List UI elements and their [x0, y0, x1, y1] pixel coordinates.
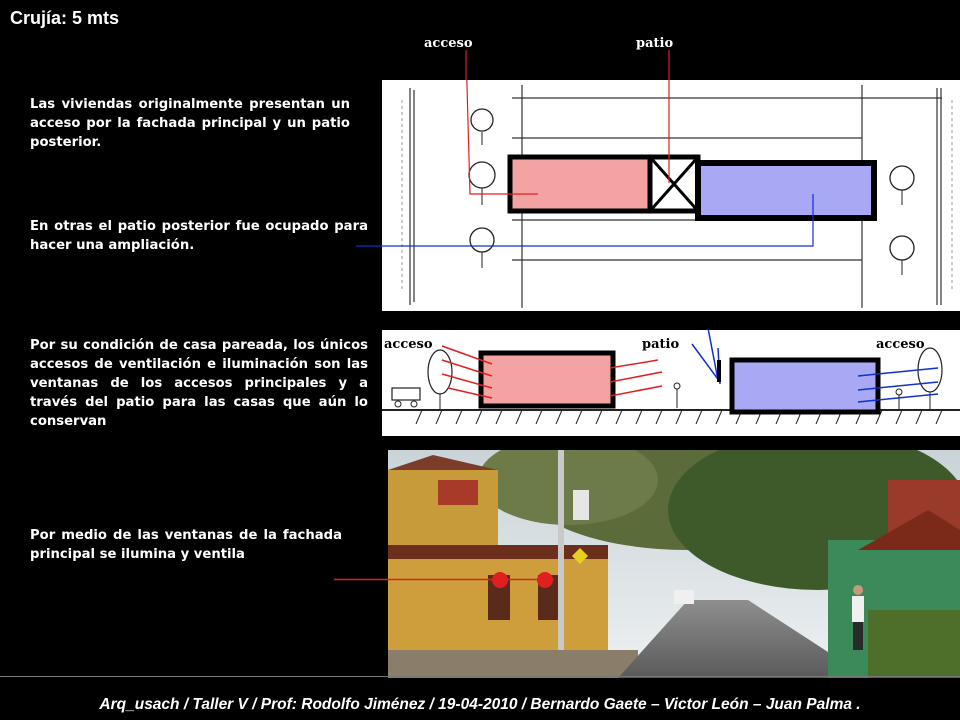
pointer-line-facade: [334, 570, 564, 590]
label-patio-top: patio: [636, 36, 674, 51]
pointer-lines-top: [0, 50, 960, 80]
paragraph-original-housing: Las viviendas originalmente presentan un acceso por la fachada principal y un patio posterior.: [30, 97, 350, 150]
paragraph-extension: En otras el patio posterior fue ocupado para hacer una ampliación.: [30, 219, 368, 253]
section-sketch: [382, 330, 960, 436]
label-patio-section: patio: [642, 337, 680, 352]
street-photo: [388, 450, 960, 678]
footer-divider: [0, 676, 960, 677]
paragraph-facade-windows: Por medio de las ventanas de la fachada principal se ilumina y ventila: [30, 528, 342, 562]
label-acceso-left: acceso: [384, 337, 433, 352]
paragraph-ventilation: Por su condición de casa pareada, los únicos accesos de ventilación e iluminación son las ventanas de los accesos principales y a través del patio para las casas que aún lo conservan: [30, 338, 368, 429]
pointer-line-extension: [0, 190, 960, 260]
footer-credits: Arq_usach / Taller V / Prof: Rodolfo Jiménez / 19-04-2010 / Bernardo Gaete – Victor León – Juan Palma .: [99, 696, 861, 713]
label-acceso-top: acceso: [424, 36, 473, 51]
label-acceso-right: acceso: [876, 337, 925, 352]
slide-title: Crujía: 5 mts: [10, 8, 120, 28]
